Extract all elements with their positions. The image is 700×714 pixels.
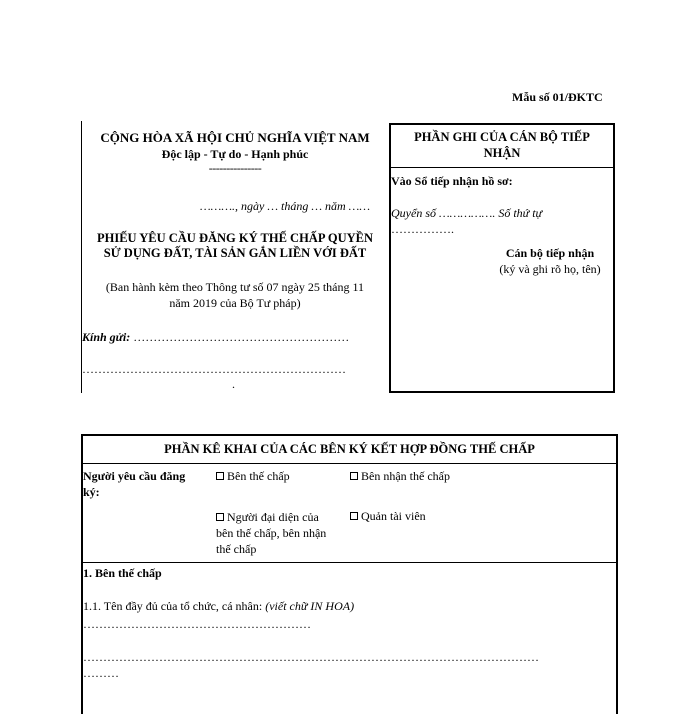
name-field-dots-line3[interactable]: ……… [83,666,119,680]
reception-title-line1: PHẦN GHI CỦA CÁN BỘ TIẾP [414,130,590,144]
addressee-dot-end: . [232,377,235,391]
representative-label-line2: bên thế chấp, bên nhận [216,526,327,540]
issued-note-line2: năm 2019 của Bộ Tư pháp) [169,296,301,310]
section1-title: 1. Bên thế chấp [83,566,162,580]
requester-label-line1: Người yêu cầu đăng [83,469,186,483]
requester-label-line2: ký: [83,485,100,499]
form-title-line1: PHIẾU YÊU CẦU ĐĂNG KÝ THẾ CHẤP QUYỀN [96,231,374,245]
representative-checkbox[interactable] [216,513,224,521]
addressee-label: Kính gửi: [82,330,131,344]
name-field-dots-line2[interactable]: …………………………………………………………………………………………………… [83,650,539,664]
issued-note-line1: (Ban hành kèm theo Thông tư số 07 ngày 25 tháng 11 [105,280,365,294]
declaration-section-divider [83,562,616,563]
reception-book-dots: ……………. [391,222,454,236]
form-code: Mẫu số 01/ĐKTC [512,90,603,104]
representative-label-line3: thế chấp [216,542,257,556]
item-1-1-label: 1.1. Tên đầy đủ của tổ chức, cá nhân: [83,599,263,613]
reception-officer-note: (ký và ghi rõ họ, tên) [499,262,601,276]
administrator-checkbox[interactable] [350,512,358,520]
item-1-1-row [83,599,354,614]
option-mortgagor[interactable] [216,469,290,484]
reception-title-line2: NHẬN [483,146,521,160]
administrator-label: Quản tài viên [361,509,426,523]
name-field-dots-line1[interactable]: ………………………………………………… [83,617,311,631]
representative-label-line1: Người đại diện của [227,510,319,524]
option-administrator[interactable] [350,509,426,524]
declaration-title: PHẦN KÊ KHAI CỦA CÁC BÊN KÝ KẾT HỢP ĐỒNG THẾ CHẤP [164,442,535,456]
motto-divider: --------------- [208,161,262,175]
reception-officer-label: Cán bộ tiếp nhận [505,246,595,260]
option-mortgagee[interactable] [350,469,450,484]
reception-header-divider [391,167,613,168]
national-motto: Độc lập - Tự do - Hạnh phúc [161,147,309,161]
declaration-title-divider [83,463,616,464]
date-line: ………., ngày … tháng … năm …… [200,199,371,213]
item-1-1-hint: (viết chữ IN HOA) [265,599,355,613]
reception-book-line: Quyển số ……………. Số thứ tự [391,206,543,220]
addressee-dots: ……………………………………………… [133,330,350,344]
addressee-row [82,330,349,345]
representative-line1-row [216,509,326,525]
mortgagor-label: Bên thế chấp [227,469,290,483]
mortgagee-checkbox[interactable] [350,472,358,480]
form-title-line2: SỬ DỤNG ĐẤT, TÀI SẢN GẮN LIỀN VỚI ĐẤT [103,246,367,260]
mortgagee-label: Bên nhận thế chấp [361,469,450,483]
mortgagor-checkbox[interactable] [216,472,224,480]
option-representative[interactable] [216,509,326,557]
addressee-dots-line2: ………………………………………………………… [82,362,346,376]
reception-entry-label: Vào Sổ tiếp nhận hồ sơ: [391,174,513,188]
country-name: CỘNG HÒA XÃ HỘI CHỦ NGHĨA VIỆT NAM [100,130,370,145]
